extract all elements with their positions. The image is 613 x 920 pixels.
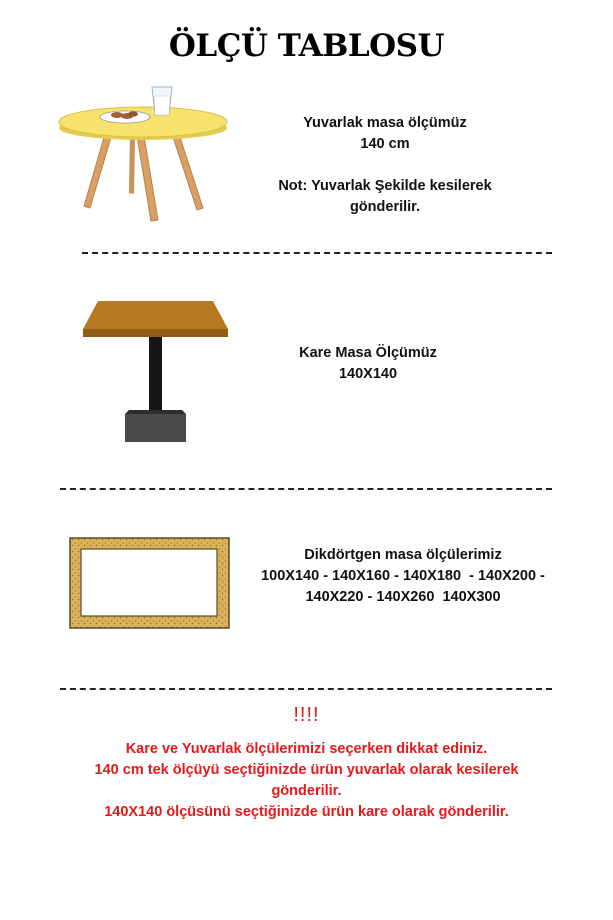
separator-3: [60, 688, 552, 690]
rectangle-table-label: Dikdörtgen masa ölçülerimiz: [304, 547, 502, 563]
warning-line1: Kare ve Yuvarlak ölçülerimizi seçerken dikkat ediniz.: [125, 741, 488, 757]
rectangle-table-sizes-line2: 140X220 - 140X260 140X300: [305, 589, 501, 605]
warning-line3: gönderilir.: [271, 783, 342, 799]
warning-text: [40, 739, 573, 823]
round-table-note-line2: gönderilir.: [349, 199, 421, 215]
page-title: ÖLÇÜ TABLOSU: [168, 28, 445, 64]
square-table-label: Kare Masa Ölçümüz: [299, 345, 437, 361]
separator-2: [60, 488, 552, 490]
separator-1: [82, 252, 552, 254]
round-table-label: Yuvarlak masa ölçümüz: [303, 115, 467, 131]
round-table-note: [255, 176, 515, 218]
square-table-info: [243, 343, 493, 385]
rectangle-table-sizes-line1: 100X140 - 140X160 - 140X180 - 140X200 -: [261, 568, 545, 584]
square-table-illustration: [78, 296, 238, 446]
rectangle-table-illustration: [68, 535, 232, 631]
round-table-info: [260, 113, 510, 155]
round-table-illustration: [55, 82, 245, 227]
warning-exclamation: !!!!: [293, 704, 320, 726]
warning-line4: 140X140 ölçüsünü seçtiğinizde ürün kare olarak gönderilir.: [104, 804, 509, 820]
square-table-size: 140X140: [338, 366, 398, 382]
round-table-size: 140 cm: [360, 136, 410, 152]
round-table-note-line1: Not: Yuvarlak Şekilde kesilerek: [278, 178, 492, 194]
warning-line2: 140 cm tek ölçüyü seçtiğinizde ürün yuvarlak olarak kesilerek: [94, 762, 519, 778]
rectangle-table-info: [243, 545, 563, 608]
